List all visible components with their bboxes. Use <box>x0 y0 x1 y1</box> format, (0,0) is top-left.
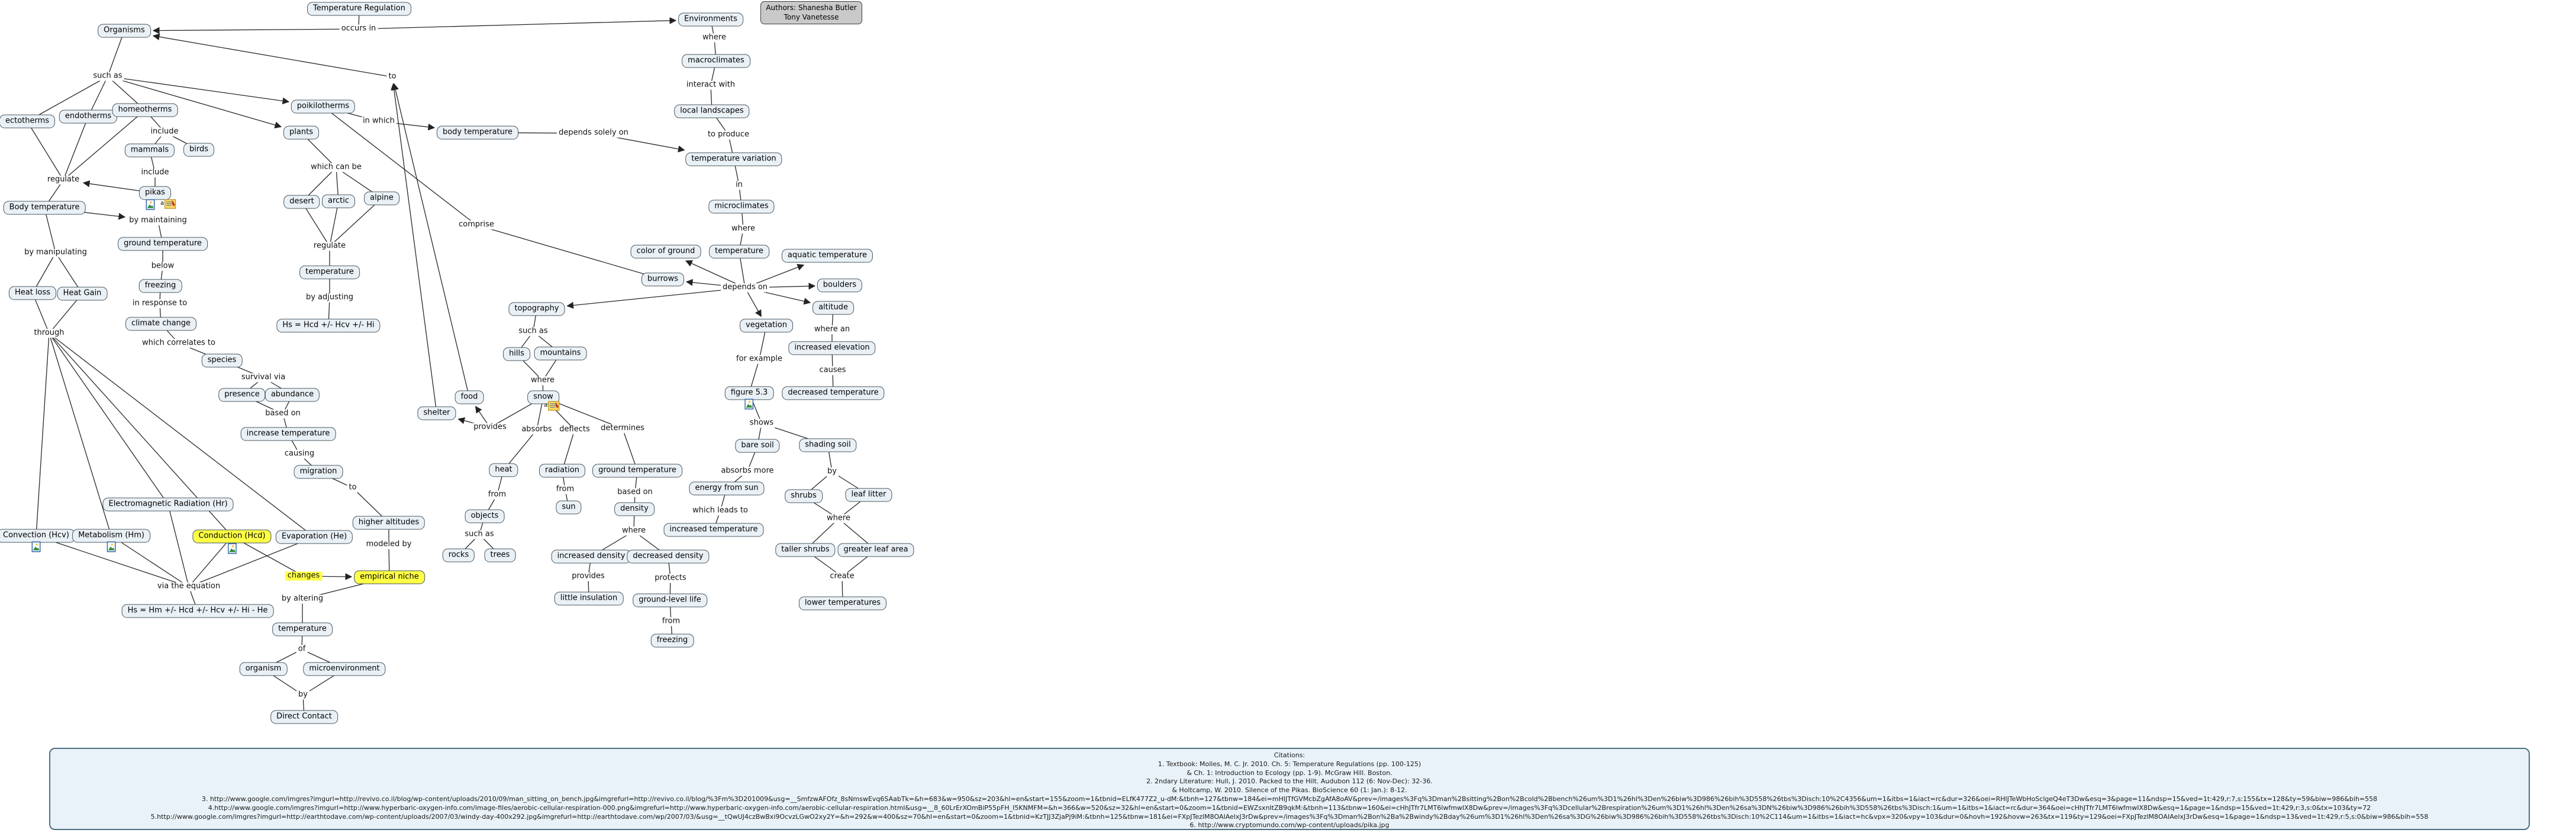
image-icon[interactable] <box>107 542 115 552</box>
lwhichleads-link-label[interactable]: which leads to <box>691 507 750 516</box>
snow-concept-node[interactable]: snow a <box>527 391 559 404</box>
lthrough-link-label[interactable]: through <box>32 329 66 338</box>
mountains-concept-node[interactable]: mountains <box>534 347 587 361</box>
temp2-concept-node[interactable]: temperature <box>299 266 360 279</box>
eq2-concept-node[interactable]: Hs = Hm +/- Hcd +/- Hcv +/- Hi - He <box>122 605 274 618</box>
cond-concept-node[interactable]: Conduction (Hcd) <box>192 530 271 544</box>
lwhichcorr-link-label[interactable]: which correlates to <box>140 339 217 348</box>
incelev-concept-node[interactable]: increased elevation <box>788 342 875 355</box>
edge-emr-lviaeq <box>168 504 189 587</box>
poik-concept-node[interactable]: poikilotherms <box>291 100 355 114</box>
pres-concept-node[interactable]: presence <box>218 388 265 402</box>
lbasedon-link-label[interactable]: based on <box>263 410 302 419</box>
citations-list <box>50 760 2529 830</box>
citations-title: Citations: <box>1274 751 1305 759</box>
svg-text:a: a <box>543 402 548 409</box>
lprovides2-link-label[interactable]: provides <box>570 573 607 581</box>
inctemp2-concept-node[interactable]: increased temperature <box>664 523 764 537</box>
lfrom2-link-label[interactable]: from <box>554 485 576 494</box>
lsuchas3-link-label[interactable]: such as <box>463 530 495 539</box>
lmodeled-link-label[interactable]: modeled by <box>365 541 414 549</box>
citation-line-3: 2. 2ndary Literature: Hull, J. 2010. Packed to the Hilt. Audubon 112 (6: Nov-Dec): 32-36. <box>1146 777 1433 786</box>
ltoproduce-link-label[interactable]: to produce <box>706 131 751 140</box>
authors-line1: Authors: Shanesha Butler <box>766 4 857 12</box>
lsurvival-link-label[interactable]: survival via <box>240 374 287 382</box>
colorground-concept-node[interactable]: color of ground <box>631 245 701 259</box>
lfromheat-link-label[interactable]: from <box>486 491 508 500</box>
citation-line-4: & Holtcamp, W. 2010. Silence of the Pikas. BioScience 60 (1: Jan.): 8-12. <box>1172 786 1407 795</box>
ldepsolely-link-label[interactable]: depends solely on <box>557 129 630 138</box>
vegetation-concept-node[interactable]: vegetation <box>740 319 793 333</box>
lregulate-link-label[interactable]: regulate <box>46 176 81 185</box>
heatgain-concept-node[interactable]: Heat Gain <box>57 287 108 301</box>
groundt-concept-node[interactable]: ground temperature <box>118 237 208 251</box>
lwheremicro-link-label[interactable]: where <box>730 225 757 234</box>
linteract-link-label[interactable]: interact with <box>685 81 737 90</box>
citation-line-5: 3. http://www.google.com/imgres?imgurl=http://revivo.co.il/blog/wp-content/uploads/2010/09/man_sitting_on_bench.jpg&imgrefurl=http://revivo.co.il/blog/%3Fm%3D201009&usg=__SmfzwAFOfz_8sNmswEvq6SAabTk=&h=683&w=950&sz=203&hl=en&start=155&zoom=1&tbnid=ELfK477Z2_u-dM:&tbnh=127&tbnw=184&ei=mHIJTfGVMcbZgAfA8oAV&prev=/images%3Fq%3Dman%2Bsitting%2Bon%2Bcold%2Bbench%26um%3D1%26hl%3Den%26biw%3D986%26bih%3D558%26tbs%3Disch:10%2C4356&um=1&itbs=1&iact=rc&dur=326&oei=RHlJTeWbHoSclgeQ4eT3Dw&esq=3&page=11&ndsp=15&ved=1t:429,r:7,s:155&tx=128&ty=59&biw=986&bih=558 <box>201 795 2378 803</box>
org-concept-node[interactable]: Organisms <box>98 24 151 38</box>
image-icon[interactable] <box>227 544 236 554</box>
burrows-concept-node[interactable]: burrows <box>641 273 684 287</box>
evap-concept-node[interactable]: Evaporation (He) <box>276 530 353 544</box>
labsorbsmore-link-label[interactable]: absorbs more <box>719 467 775 476</box>
objects-concept-node[interactable]: objects <box>465 510 505 523</box>
citations-panel <box>49 748 2530 830</box>
sun-concept-node[interactable]: sun <box>556 501 581 515</box>
image-icon[interactable] <box>32 542 41 552</box>
lregulate2-link-label[interactable]: regulate <box>312 242 347 251</box>
temp4-concept-node[interactable]: temperature <box>709 245 769 259</box>
lbyadj-link-label[interactable]: by adjusting <box>304 294 355 303</box>
lin-link-label[interactable]: in <box>734 181 744 190</box>
edge-cond-lviaeq <box>189 536 232 587</box>
lto-link-label[interactable]: to <box>386 73 398 82</box>
pikas-concept-node[interactable]: pikas a <box>139 187 171 200</box>
lsuchas2-link-label[interactable]: such as <box>517 327 549 336</box>
edge-lto-org <box>153 36 392 77</box>
macroc-concept-node[interactable]: macroclimates <box>682 54 750 68</box>
microc-concept-node[interactable]: microclimates <box>708 200 774 214</box>
alpine-concept-node[interactable]: alpine <box>364 192 399 205</box>
rocks-concept-node[interactable]: rocks <box>443 549 475 562</box>
lcomprise-link-label[interactable]: comprise <box>457 221 496 230</box>
ecto-concept-node[interactable]: ectotherms <box>0 115 55 128</box>
edge-lsuchas-plants <box>108 76 281 127</box>
citation-line-6: 4.http://www.google.com/imgres?imgurl=http://www.hyperbaric-oxygen-info.com/image-files/aerobic-cellular-respiration-000.png&imgrefurl=http://www.hyperbaric-oxygen-info.com/aerobic-cellular-respiration.html&usg=__8_60LrErXOmBiP55pFH_I5KNMFM=&h=366&w=520&sz=32&hl=en&start=0&zoom=1&tbnid=EWZsxnItZB9qkM:&tbnh=113&tbnw=160&ei=cHhJTfr7LMT6lwfmwIX8Dw&prev=/images%3Fq%3Dcellular%2Brespiration%26um%3D1%26hl%3Den%26sa%3DN%26biw%3D986%26bih%3D558%26tbs%3Disch:1&um=1&itbs=1&iact=rc&dur=364&oei=cHhJTfr7LMT6lwfmwIX8Dw&esq=1&page=1&ndsp=15&ved=1t:429,r:3,s:0&tx=103&ty=72 <box>208 803 2371 812</box>
lby2-link-label[interactable]: by <box>296 691 309 700</box>
edge-org-lsuchas <box>108 31 124 76</box>
mam-concept-node[interactable]: mammals <box>125 144 175 157</box>
metab-concept-node[interactable]: Metabolism (Hm) <box>72 529 150 543</box>
decdensity-concept-node[interactable]: decreased density <box>627 550 709 564</box>
edge-lthrough-metab <box>49 333 111 536</box>
directc-concept-node[interactable]: Direct Contact <box>270 710 338 724</box>
lchanges-link-label[interactable]: changes <box>285 572 323 581</box>
lfrom3-link-label[interactable]: from <box>660 618 682 626</box>
lwhere4-link-label[interactable]: where <box>529 377 556 385</box>
image-icon[interactable] <box>146 200 155 210</box>
leaflitter-concept-node[interactable]: leaf litter <box>845 488 892 502</box>
edge-endo-lregulate <box>63 117 88 180</box>
empniche-concept-node[interactable]: empirical niche <box>354 571 425 584</box>
heatloss-concept-node[interactable]: Heat loss <box>9 287 56 300</box>
energysun-concept-node[interactable]: energy from sun <box>689 482 764 496</box>
edge-lthrough-conv <box>36 333 49 536</box>
ldeflects-link-label[interactable]: deflects <box>557 426 591 435</box>
locall-concept-node[interactable]: local landscapes <box>674 105 749 118</box>
boulders-concept-node[interactable]: boulders <box>817 279 862 292</box>
species-concept-node[interactable]: species <box>202 354 243 368</box>
linwhich-link-label[interactable]: in which <box>361 117 396 126</box>
labsorbs-link-label[interactable]: absorbs <box>520 426 553 435</box>
littleins-concept-node[interactable]: little insulation <box>554 592 624 606</box>
lbyalter-link-label[interactable]: by altering <box>280 595 325 604</box>
lprotects-link-label[interactable]: protects <box>653 574 688 583</box>
svg-text:a: a <box>160 200 165 207</box>
shadingsoil-concept-node[interactable]: shading soil <box>799 439 856 452</box>
topography-concept-node[interactable]: topography <box>508 303 565 316</box>
climch-concept-node[interactable]: climate change <box>125 317 196 331</box>
temp3-concept-node[interactable]: temperature <box>272 623 333 636</box>
bodyt2-concept-node[interactable]: body temperature <box>437 126 518 140</box>
lbymanip-link-label[interactable]: by manipulating <box>22 249 89 258</box>
fig53-concept-node[interactable]: figure 5.3 <box>725 387 774 400</box>
aquatic-concept-node[interactable]: aquatic temperature <box>782 249 873 263</box>
dectemp-concept-node[interactable]: decreased temperature <box>782 387 884 400</box>
citation-line-1: 1. Textbook: Molles, M. C. Jr. 2010. Ch. 5: Temperature Regulations (pp. 100-125) <box>1158 760 1421 768</box>
lcausing-link-label[interactable]: causing <box>283 450 316 459</box>
endo-concept-node[interactable]: endotherms <box>59 110 117 124</box>
citation-line-2: & Ch. 1: Introduction to Ecology (pp. 1-9). McGraw Hill. Boston. <box>1187 769 1392 777</box>
lof-link-label[interactable]: of <box>296 645 308 654</box>
conv-concept-node[interactable]: Convection (Hcv) <box>0 529 75 543</box>
lshows-link-label[interactable]: shows <box>748 419 775 428</box>
linclude-link-label[interactable]: include <box>149 128 180 137</box>
organism-concept-node[interactable]: organism <box>240 663 288 676</box>
desert-concept-node[interactable]: desert <box>283 195 320 209</box>
lby-link-label[interactable]: by <box>826 468 839 477</box>
hills-concept-node[interactable]: hills <box>503 348 530 361</box>
lbymaint-link-label[interactable]: by maintaining <box>127 217 189 226</box>
freezing2-concept-node[interactable]: freezing <box>651 634 694 648</box>
migr-concept-node[interactable]: migration <box>294 465 343 479</box>
edge-lsuchas-poik <box>108 76 289 102</box>
shrubs-concept-node[interactable]: shrubs <box>785 490 823 503</box>
linresp-link-label[interactable]: in response to <box>131 300 189 308</box>
altitude-concept-node[interactable]: altitude <box>813 301 854 315</box>
lcreate-link-label[interactable]: create <box>828 573 856 581</box>
edge-locc-env <box>359 21 676 29</box>
emr-concept-node[interactable]: Electromagnetic Radiation (Hr) <box>102 498 233 512</box>
locc-link-label[interactable]: occurs in <box>340 25 378 34</box>
bodyt-concept-node[interactable]: Body temperature <box>4 201 86 215</box>
freez-concept-node[interactable]: freezing <box>139 279 182 293</box>
lowertemps-concept-node[interactable]: lower temperatures <box>799 597 886 610</box>
tallershrubs-concept-node[interactable]: taller shrubs <box>775 544 835 557</box>
lwhichcanbe-link-label[interactable]: which can be <box>309 163 363 172</box>
edge-ecto-lregulate <box>27 121 63 180</box>
citation-line-7: 5.http://www.google.com/imgres?imgurl=http://earthtodave.com/wp-content/uploads/2007/03/windy-day-400x292.jpg&imgrefurl=http://earthtodave.com/wp/2007/03/&usg=__tQwUJ4czBwBxi9OcvzLGwO2xy2Y=&h=292&w=400&sz=70&hl=en&start=0&zoom=1&tbnid=KzTJJ3ZjaPj9iM:&tbnh=125&tbnw=181&ei=FXpJTezlM8OAIAelxJ3rDw&prev=/images%3Fq%3Dman%2Bon%2Ba%2Bwindy%2Bday%26um%3D1%26hl%3Den%26sa%3DG%26biw%3D986%26bih%3D558%26tbs%3Disch:10%2C114&um=1&itbs=1&iact=hc&vpx=320&vpy=103&dur=0&hovh=192&hovw=263&tx=119&ty=129&oei=FXpJTezlM8OAIAelxJ3rDw&esq=1&page=1&ndsp=13&ved=1t:429,r:5,s:0&biw=986&bih=558 <box>150 812 2429 821</box>
radiation-concept-node[interactable]: radiation <box>539 464 585 478</box>
image-icon[interactable] <box>744 399 753 410</box>
authors-line2: Tony Vanetesse <box>784 12 839 21</box>
homeo-concept-node[interactable]: homeotherms <box>112 104 178 117</box>
t1-concept-node[interactable]: Temperature Regulation <box>307 2 411 16</box>
lforex-link-label[interactable]: for example <box>734 355 784 364</box>
note-icon[interactable] <box>160 199 176 210</box>
arctic-concept-node[interactable]: arctic <box>322 195 355 208</box>
lwhere3-link-label[interactable]: where <box>825 515 852 523</box>
greaterleaf-concept-node[interactable]: greater leaf area <box>837 544 914 557</box>
lcauses-link-label[interactable]: causes <box>818 366 848 375</box>
lprovides-link-label[interactable]: provides <box>472 423 508 432</box>
groundt2-concept-node[interactable]: ground temperature <box>592 464 682 478</box>
tempvar-concept-node[interactable]: temperature variation <box>685 153 782 166</box>
edge-ldependson-topography <box>568 288 746 306</box>
ldependson-link-label[interactable]: depends on <box>721 284 769 292</box>
env-concept-node[interactable]: Environments <box>678 13 743 27</box>
authors-box <box>760 1 862 24</box>
lsuchas-link-label[interactable]: such as <box>91 72 124 81</box>
ldetermines-link-label[interactable]: determines <box>599 425 646 433</box>
formula1-concept-node[interactable]: Hs = Hcd +/- Hcv +/- Hi <box>276 319 380 333</box>
highalt-concept-node[interactable]: higher altitudes <box>353 516 425 530</box>
trees-concept-node[interactable]: trees <box>485 549 516 562</box>
birds-concept-node[interactable]: birds <box>183 143 214 157</box>
heat-concept-node[interactable]: heat <box>489 464 518 477</box>
plants-concept-node[interactable]: plants <box>283 126 319 140</box>
incdensity-concept-node[interactable]: increased density <box>552 550 631 564</box>
lwhere0-link-label[interactable]: where <box>701 34 728 43</box>
lbelow-link-label[interactable]: below <box>150 262 176 271</box>
shelter-concept-node[interactable]: shelter <box>417 407 456 420</box>
food-concept-node[interactable]: food <box>455 391 484 404</box>
groundlife-concept-node[interactable]: ground-level life <box>633 594 707 607</box>
density-concept-node[interactable]: density <box>614 503 655 516</box>
lwhere5-link-label[interactable]: where <box>620 527 647 536</box>
citation-line-8: 6. http://www.cryptomundo.com/wp-content/uploads/pika.jpg <box>1189 821 1389 829</box>
note-icon[interactable] <box>543 401 559 411</box>
lbasedon2-link-label[interactable]: based on <box>615 488 655 497</box>
edge-metab-lviaeq <box>111 536 189 587</box>
lto2-link-label[interactable]: to <box>347 484 358 493</box>
inct-concept-node[interactable]: increase temperature <box>241 427 336 441</box>
abun-concept-node[interactable]: abundance <box>265 388 320 402</box>
microenv-concept-node[interactable]: microenvironment <box>303 663 385 676</box>
baresoil-concept-node[interactable]: bare soil <box>735 439 779 453</box>
lwherean-link-label[interactable]: where an <box>813 326 852 335</box>
lviaeq-link-label[interactable]: via the equation <box>156 583 222 591</box>
edge-lthrough-emr <box>49 333 168 504</box>
edge-shelter-lto <box>394 84 437 414</box>
linclude2-link-label[interactable]: include <box>139 169 170 178</box>
edge-locc-org <box>153 29 359 31</box>
